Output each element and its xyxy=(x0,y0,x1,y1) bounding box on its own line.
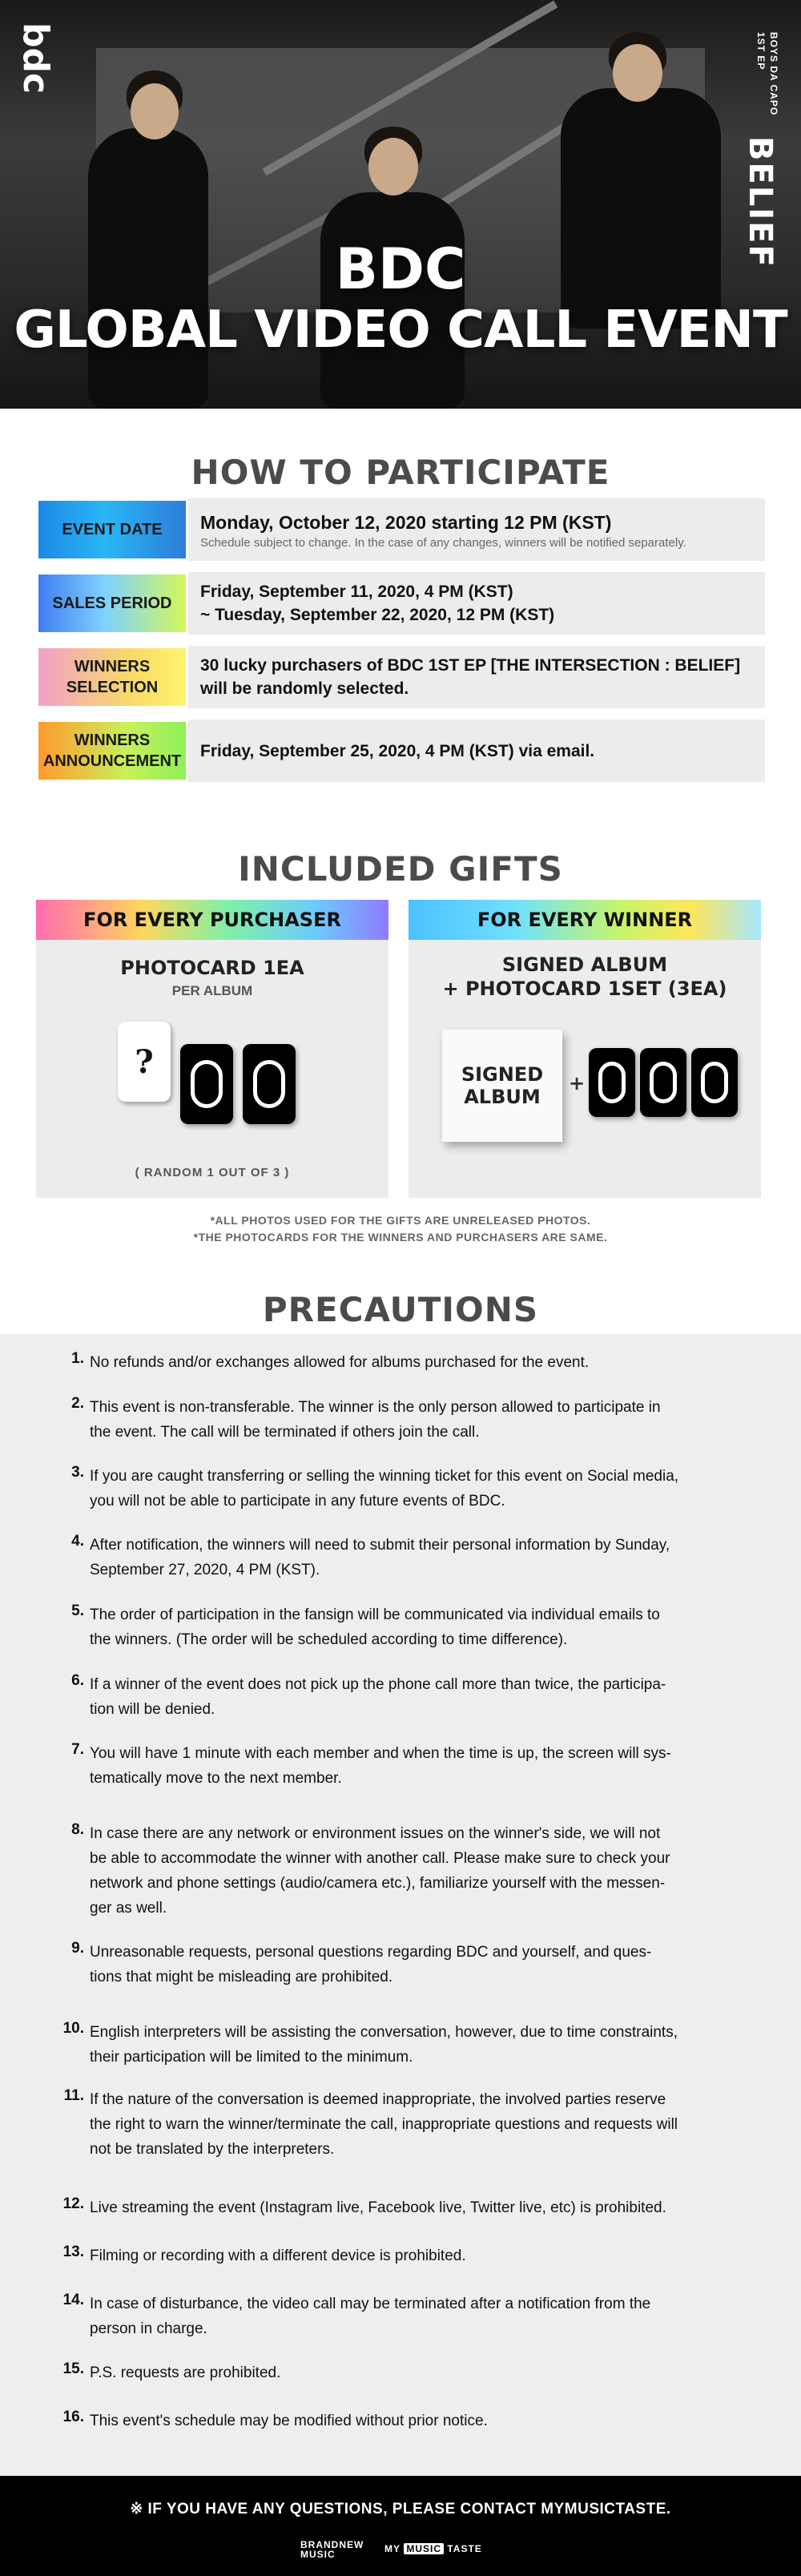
precaution-number: 12. xyxy=(62,2195,84,2212)
winners-selection-line1: 30 lucky purchasers of BDC 1ST EP [THE INTERSECTION : BELIEF] xyxy=(200,656,741,675)
precaution-item xyxy=(90,2409,747,2433)
row-event-date xyxy=(36,498,765,561)
precaution-line: The order of participation in the fansign will be communicated via individual emails to xyxy=(90,1606,660,1623)
brand-part-my: MY xyxy=(384,2543,400,2554)
photocard-icon xyxy=(180,1044,233,1124)
photocard-icon xyxy=(243,1044,296,1124)
contact-notice: ※ IF YOU HAVE ANY QUESTIONS, PLEASE CONTACT MYMUSICTASTE. xyxy=(130,2501,671,2518)
signed-album xyxy=(442,1030,562,1142)
precaution-line: In case there are any network or environment issues on the winner's side, we will not xyxy=(90,1825,661,1842)
precaution-number: 8. xyxy=(71,1821,84,1838)
precaution-line: tion will be denied. xyxy=(90,1701,215,1718)
precaution-line: network and phone settings (audio/camera etc.), familiarize yourself with the messen- xyxy=(90,1875,666,1892)
section-title-precautions: PRECAUTIONS xyxy=(262,1290,539,1329)
precaution-number: 1. xyxy=(71,1350,84,1367)
gift-card-winner xyxy=(409,900,761,1198)
precaution-item xyxy=(90,2087,747,2162)
gift-item: PHOTOCARD 1EA xyxy=(120,957,304,979)
brand-part-music: MUSIC xyxy=(404,2543,444,2554)
precaution-line: ger as well. xyxy=(90,1900,167,1917)
sales-period-end: ~ Tuesday, September 22, 2020, 12 PM (KST) xyxy=(200,606,555,624)
ep-label: 1ST EP xyxy=(755,32,767,71)
event-date-value: Monday, October 12, 2020 starting 12 PM (KST) xyxy=(200,511,612,533)
row-sales-period xyxy=(36,572,765,635)
winners-selection-line2: will be randomly selected. xyxy=(200,679,409,698)
row-label: WINNERS ANNOUNCEMENT xyxy=(36,720,188,782)
album-label-line2: ALBUM xyxy=(464,1086,541,1108)
gift-item-line1: SIGNED ALBUM xyxy=(501,953,668,976)
row-winners-announcement xyxy=(36,720,765,782)
photocard-icon xyxy=(589,1048,635,1117)
precaution-number: 11. xyxy=(63,2087,84,2104)
album-title: BELIEF xyxy=(742,136,779,268)
precaution-number: 14. xyxy=(62,2292,84,2308)
precaution-item xyxy=(90,1741,747,1791)
precaution-line: In case of disturbance, the video call may be terminated after a notification from the xyxy=(90,2296,651,2312)
precaution-line: P.S. requests are prohibited. xyxy=(90,2364,281,2381)
bdc-logo: bdc xyxy=(15,22,56,95)
precaution-item xyxy=(90,1821,747,1921)
member-face xyxy=(131,83,179,139)
hero-title-group: BDC xyxy=(335,236,466,302)
precaution-item xyxy=(90,1533,747,1582)
hero-title-event: GLOBAL VIDEO CALL EVENT xyxy=(14,300,787,360)
row-label: WINNERS SELECTION xyxy=(36,646,188,708)
precaution-line: No refunds and/or exchanges allowed for albums purchased for the event. xyxy=(90,1354,590,1371)
precaution-number: 3. xyxy=(71,1464,84,1481)
precaution-line: not be translated by the interpreters. xyxy=(90,2141,335,2158)
precaution-item xyxy=(90,1602,747,1652)
precaution-line: September 27, 2020, 4 PM (KST). xyxy=(90,1562,320,1578)
gifts-note-2: *THE PHOTOCARDS FOR THE WINNERS AND PURCHASERS ARE SAME. xyxy=(193,1231,608,1244)
precaution-number: 9. xyxy=(71,1940,84,1957)
precaution-number: 5. xyxy=(71,1602,84,1619)
precaution-line: tematically move to the next member. xyxy=(90,1770,342,1787)
precaution-line: the event. The call will be terminated if others join the call. xyxy=(90,1424,480,1441)
precaution-line: the winners. (The order will be scheduled according to time difference). xyxy=(90,1631,568,1648)
precaution-line: Unreasonable requests, personal questions regarding BDC and yourself, and ques- xyxy=(90,1944,652,1961)
hero-banner xyxy=(0,0,801,409)
group-name: BOYS DA CAPO xyxy=(768,32,779,116)
photocard-icon xyxy=(640,1048,686,1117)
precaution-line: person in charge. xyxy=(90,2320,207,2337)
gift-item-line2: + PHOTOCARD 1SET (3EA) xyxy=(442,978,727,1000)
brandnew-music-logo xyxy=(300,2540,364,2559)
mystery-photocard: ? xyxy=(118,1022,171,1102)
precaution-item xyxy=(90,1672,747,1722)
precaution-item xyxy=(90,1464,747,1514)
precaution-line: This event is non-transferable. The winner is the only person allowed to participate in xyxy=(90,1399,661,1416)
random-note: ( RANDOM 1 OUT OF 3 ) xyxy=(135,1166,290,1179)
precaution-line: After notification, the winners will need to submit their personal information by Sunday, xyxy=(90,1537,670,1554)
gift-card-purchaser xyxy=(36,900,388,1198)
precaution-line: If you are caught transferring or selling the winning ticket for this event on Social media, xyxy=(90,1468,679,1485)
precaution-line: their participation will be limited to the minimum. xyxy=(90,2049,413,2066)
precaution-number: 16. xyxy=(62,2409,84,2425)
precaution-item xyxy=(90,2195,747,2220)
brand-part-taste: TASTE xyxy=(447,2543,482,2554)
precaution-item xyxy=(90,2292,747,2341)
precaution-line: English interpreters will be assisting the conversation, however, due to time constraints, xyxy=(90,2024,678,2041)
brand-line1: BRANDNEW xyxy=(300,2539,364,2550)
precaution-line: tions that might be misleading are prohibited. xyxy=(90,1969,393,1985)
mymusictaste-logo xyxy=(384,2543,482,2554)
precaution-number: 2. xyxy=(71,1395,84,1412)
precaution-number: 15. xyxy=(62,2360,84,2377)
album-subtitle xyxy=(755,32,780,115)
row-winners-selection xyxy=(36,646,765,708)
precaution-line: If the nature of the conversation is deemed inappropriate, the involved parties reserve xyxy=(90,2091,666,2108)
precaution-line: the right to warn the winner/terminate the call, inappropriate questions and requests will xyxy=(90,2116,678,2133)
precaution-line: You will have 1 minute with each member and when the time is up, the screen will sys- xyxy=(90,1745,671,1762)
precaution-line: Filming or recording with a different device is prohibited. xyxy=(90,2247,466,2264)
section-title-participate: HOW TO PARTICIPATE xyxy=(191,453,610,492)
precaution-item xyxy=(90,2360,747,2385)
row-label: SALES PERIOD xyxy=(36,572,188,635)
sales-period-start: Friday, September 11, 2020, 4 PM (KST) xyxy=(200,583,513,601)
precaution-item xyxy=(90,1940,747,1989)
photocard-icon xyxy=(691,1048,738,1117)
precaution-number: 4. xyxy=(71,1533,84,1550)
precaution-item xyxy=(90,1395,747,1445)
member-face xyxy=(613,44,662,102)
precaution-item xyxy=(90,1350,747,1375)
precaution-line: you will not be able to participate in any future events of BDC. xyxy=(90,1493,505,1510)
precaution-item xyxy=(90,2020,747,2070)
section-title-gifts: INCLUDED GIFTS xyxy=(238,849,563,889)
precaution-number: 6. xyxy=(71,1672,84,1689)
gifts-note-1: *ALL PHOTOS USED FOR THE GIFTS ARE UNRELEASED PHOTOS. xyxy=(210,1214,591,1227)
gift-header: FOR EVERY PURCHASER xyxy=(36,900,388,940)
brand-line2: MUSIC xyxy=(300,2549,336,2560)
album-label-line1: SIGNED xyxy=(461,1063,544,1086)
member-face xyxy=(368,138,418,196)
event-date-note: Schedule subject to change. In the case of any changes, winners will be notified separately. xyxy=(200,535,686,550)
precaution-line: Live streaming the event (Instagram live, Facebook live, Twitter live, etc) is prohibited. xyxy=(90,2199,666,2216)
precaution-line: If a winner of the event does not pick up the phone call more than twice, the participa- xyxy=(90,1676,666,1693)
precaution-number: 13. xyxy=(62,2243,84,2260)
precaution-number: 7. xyxy=(71,1741,84,1758)
gift-quantity: PER ALBUM xyxy=(171,983,253,998)
plus-sign: + xyxy=(569,1072,586,1094)
footer xyxy=(0,2476,801,2576)
row-label: EVENT DATE xyxy=(36,498,188,561)
precaution-line: be able to accommodate the winner with another call. Please make sure to check your xyxy=(90,1850,670,1867)
announcement-value: Friday, September 25, 2020, 4 PM (KST) via email. xyxy=(200,741,595,760)
precaution-number: 10. xyxy=(62,2020,84,2037)
precaution-item xyxy=(90,2243,747,2268)
precaution-line: This event's schedule may be modified without prior notice. xyxy=(90,2413,488,2429)
gift-header: FOR EVERY WINNER xyxy=(409,900,761,940)
